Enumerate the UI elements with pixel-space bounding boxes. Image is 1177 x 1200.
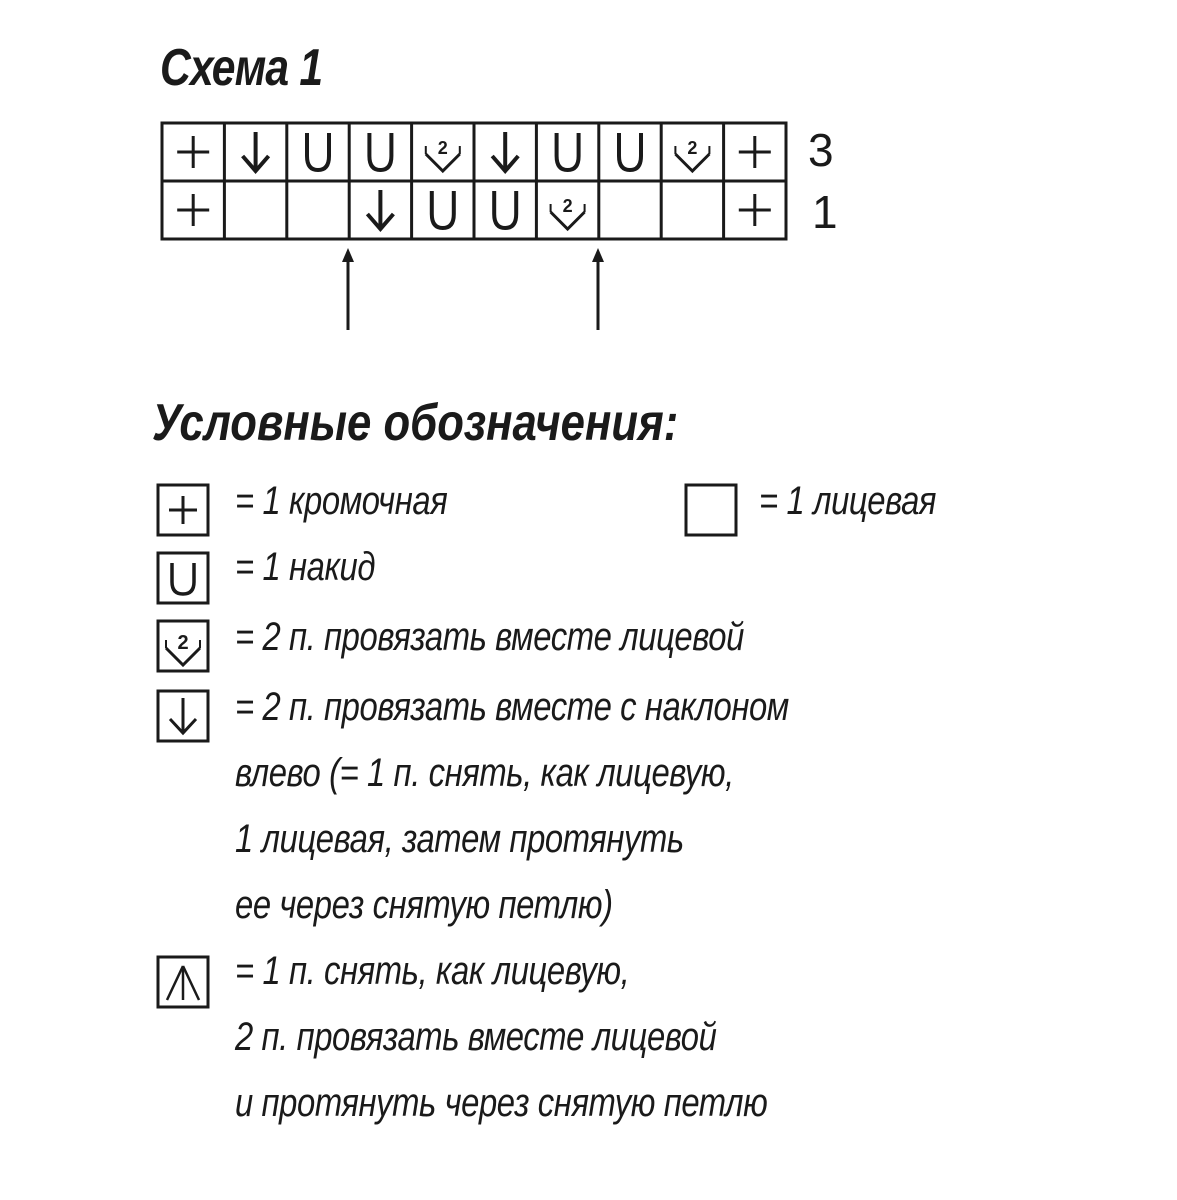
- repeat-arrow-right: [592, 248, 604, 330]
- chart-cell-k2tog: [426, 138, 460, 171]
- chart-cell-plus: [739, 194, 771, 226]
- chart-cell-plus: [177, 194, 209, 226]
- legend-text-edge: = 1 кромочная: [235, 479, 448, 523]
- legend-text-sk2p-1: = 1 п. снять, как лицевую,: [235, 949, 630, 993]
- chart-cell-yo: [494, 191, 516, 228]
- legend-text-ssk-3: 1 лицевая, затем протянуть: [235, 817, 684, 861]
- edge-stitch-icon: [155, 482, 211, 538]
- row-label-3: 3: [808, 124, 834, 176]
- chart-cell-k2tog: [551, 196, 585, 229]
- repeat-arrow-left: [342, 248, 354, 330]
- k2tog-icon: [155, 618, 211, 674]
- chart-cell-plus: [177, 136, 209, 168]
- knit-stitch-icon: [683, 482, 739, 538]
- legend-text-ssk-4: ее через снятую петлю): [235, 883, 613, 927]
- chart-cell-down: [367, 190, 393, 229]
- row-label-1: 1: [812, 186, 838, 238]
- chart-cell-yo: [619, 133, 641, 170]
- chart-cell-yo: [557, 133, 579, 170]
- legend-text-ssk-2: влево (= 1 п. снять, как лицевую,: [235, 751, 734, 795]
- svg-text:2: 2: [437, 138, 448, 158]
- legend-text-k2tog: = 2 п. провязать вместе лицевой: [235, 615, 744, 659]
- chart-cell-k2tog: [675, 138, 709, 171]
- legend-text-yo: = 1 накид: [235, 545, 376, 589]
- chart-cell-down: [243, 132, 269, 171]
- chart-cell-yo: [369, 133, 391, 170]
- legend-text-knit: = 1 лицевая: [759, 479, 937, 523]
- chart-cell-yo: [307, 133, 329, 170]
- svg-text:2: 2: [177, 632, 189, 654]
- legend-text-ssk-1: = 2 п. провязать вместе с наклоном: [235, 685, 789, 729]
- double-decrease-icon: [155, 954, 211, 1010]
- chart-cell-down: [492, 132, 518, 171]
- ssk-left-icon: [155, 688, 211, 744]
- svg-text:2: 2: [687, 138, 698, 158]
- legend-text-sk2p-2: 2 п. провязать вместе лицевой: [235, 1015, 717, 1059]
- chart-cell-yo: [432, 191, 454, 228]
- legend-text-sk2p-3: и протянуть через снятую петлю: [235, 1081, 768, 1125]
- legend-title: Условные обозначения:: [152, 394, 679, 452]
- knitting-chart: [0, 0, 1177, 360]
- yarn-over-icon: [155, 550, 211, 606]
- chart-cell-plus: [739, 136, 771, 168]
- schema-title: Схема 1: [160, 39, 323, 97]
- svg-text:2: 2: [562, 196, 573, 216]
